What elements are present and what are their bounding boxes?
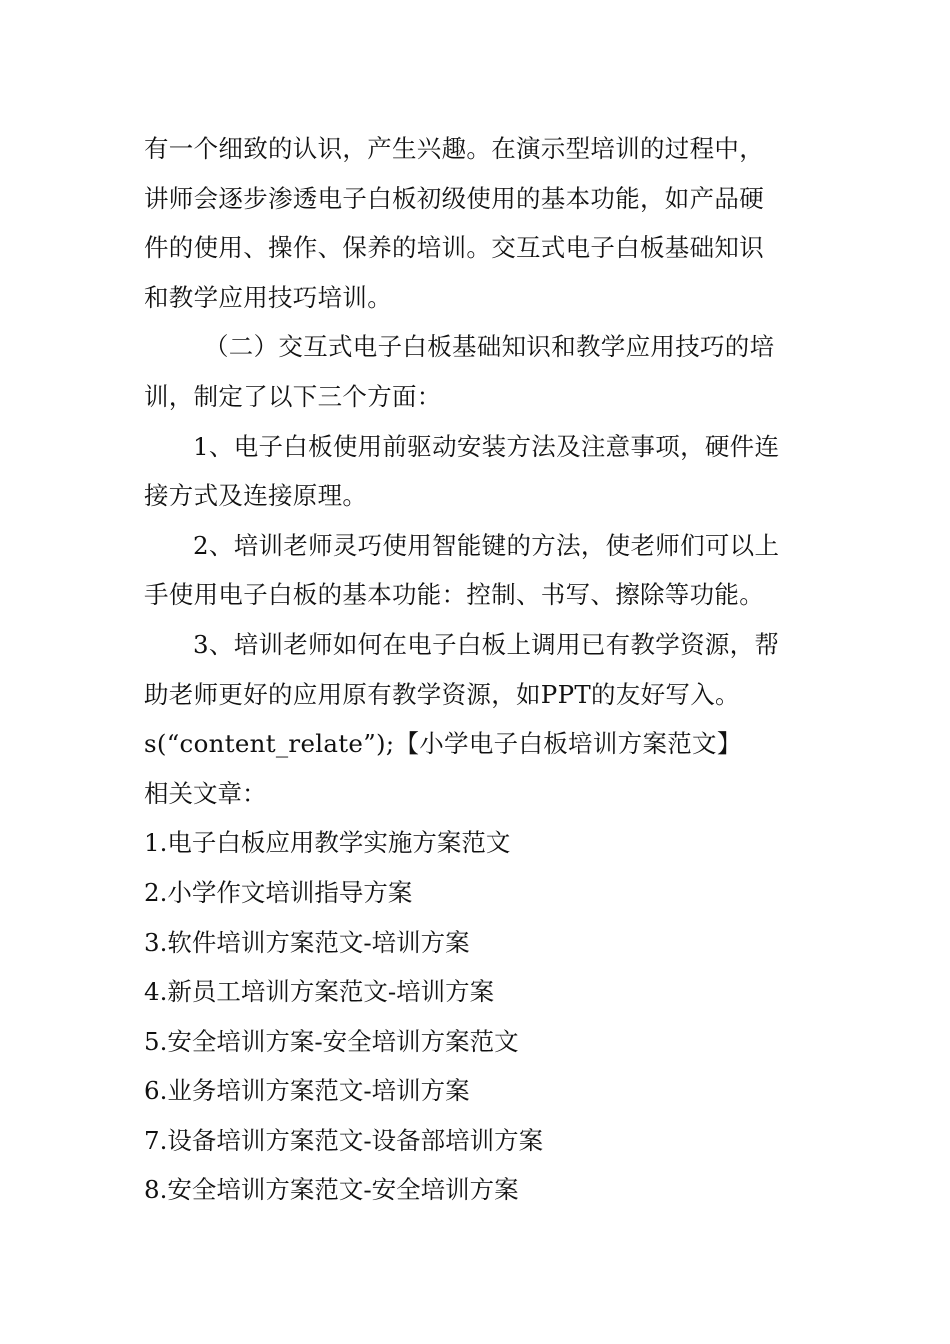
list-item-3 bbox=[144, 620, 806, 719]
list-item bbox=[144, 1017, 806, 1067]
related-article-link[interactable]: 5.安全培训方案-安全培训方案范文 bbox=[144, 1026, 519, 1056]
text-line: 2、培训老师灵巧使用智能键的方法，使老师们可以上 bbox=[193, 530, 780, 560]
related-article-link[interactable]: 1.电子白板应用教学实施方案范文 bbox=[144, 828, 511, 858]
paragraph-section-2 bbox=[144, 322, 806, 421]
related-article-link[interactable]: 3.软件培训方案范文-培训方案 bbox=[144, 927, 470, 957]
related-article-link[interactable]: 4.新员工培训方案范文-培训方案 bbox=[144, 977, 495, 1007]
text-line: 1、电子白板使用前驱动安装方法及注意事项，硬件连 bbox=[193, 431, 780, 461]
related-article-link[interactable]: 2.小学作文培训指导方案 bbox=[144, 877, 413, 907]
list-item bbox=[144, 1165, 806, 1215]
text-line: 手使用电子白板的基本功能：控制、书写、擦除等功能。 bbox=[144, 580, 764, 610]
text-line: 助老师更好的应用原有教学资源，如PPT的友好写入。 bbox=[144, 679, 740, 709]
document-body bbox=[144, 124, 806, 1215]
related-article-link[interactable]: 7.设备培训方案范文-设备部培训方案 bbox=[144, 1125, 544, 1155]
list-item bbox=[144, 1066, 806, 1116]
text-line: s(“content_relate”);【小学电子白板培训方案范文】 bbox=[144, 729, 742, 759]
list-item bbox=[144, 818, 806, 868]
related-article-link[interactable]: 8.安全培训方案范文-安全培训方案 bbox=[144, 1175, 519, 1205]
related-article-link[interactable]: 6.业务培训方案范文-培训方案 bbox=[144, 1076, 470, 1106]
list-item bbox=[144, 918, 806, 968]
script-residue-line bbox=[144, 719, 806, 769]
text-line: 讲师会逐步渗透电子白板初级使用的基本功能，如产品硬 bbox=[144, 183, 764, 213]
text-line: 有一个细致的认识，产生兴趣。在演示型培训的过程中， bbox=[144, 134, 764, 163]
text-line: 和教学应用技巧培训。 bbox=[144, 282, 392, 312]
list-item-2 bbox=[144, 521, 806, 620]
related-articles-heading: 相关文章： bbox=[144, 778, 267, 808]
text-line: 接方式及连接原理。 bbox=[144, 481, 368, 511]
text-line: 3、培训老师如何在电子白板上调用已有教学资源，帮 bbox=[193, 629, 780, 659]
text-line: （二）交互式电子白板基础知识和教学应用技巧的培 bbox=[204, 332, 775, 362]
paragraph-intro bbox=[144, 124, 806, 322]
list-item bbox=[144, 967, 806, 1017]
related-articles-list bbox=[144, 818, 806, 1215]
list-item bbox=[144, 1116, 806, 1166]
list-item bbox=[144, 868, 806, 918]
list-item-1 bbox=[144, 422, 806, 521]
text-line: 件的使用、操作、保养的培训。交互式电子白板基础知识 bbox=[144, 233, 764, 263]
text-line: 训，制定了以下三个方面： bbox=[144, 381, 442, 411]
